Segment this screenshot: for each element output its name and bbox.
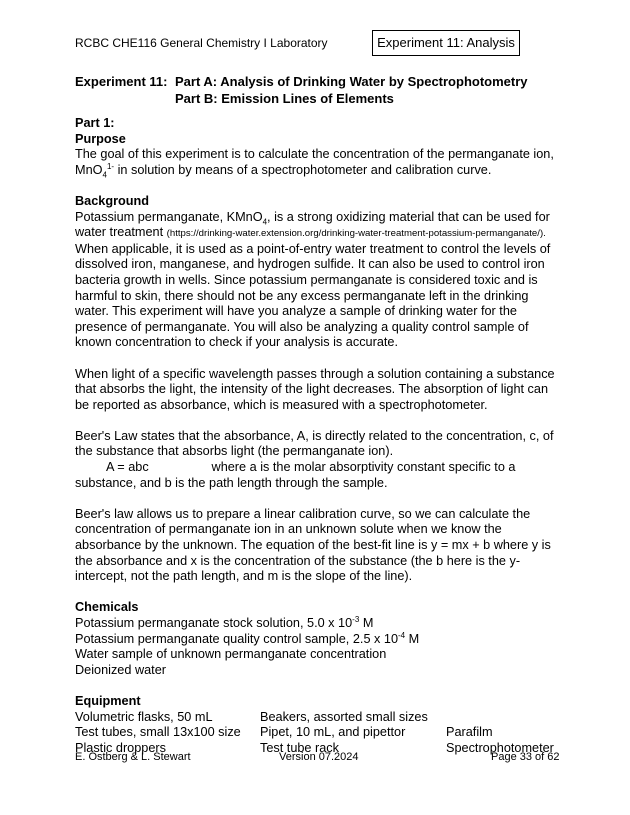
equipment-item: Spectrophotometer bbox=[446, 740, 554, 755]
title-label: Experiment 11: bbox=[75, 74, 168, 89]
background-paragraph-4: Beer's law allows us to prepare a linear calibration curve, so we can calculate the concentration of permanganate ion in an unknown solute when we know the absorbance by the unknown. The equation of the best-fit line is y = mx + b where y is the absorbance and x is the concentration of the substance (the b here is the y-intercept, not the path length, and m is the slope of the line). bbox=[75, 506, 551, 584]
chemicals-heading: Chemicals bbox=[75, 600, 139, 615]
footer-authors: E. Ostberg & L. Stewart bbox=[75, 751, 191, 763]
footer-version: Version 07.2024 bbox=[279, 751, 359, 763]
purpose-heading: Purpose bbox=[75, 131, 126, 146]
purpose-paragraph: The goal of this experiment is to calculate the concentration of the permanganate ion, MnO$_4^{1-}$ in solution by means of a spectrophotometer and calibration curve. bbox=[75, 147, 554, 180]
equipment-item: Pipet, 10 mL, and pipettor bbox=[260, 725, 406, 740]
equipment-item: Test tubes, small 13x100 size bbox=[75, 725, 241, 740]
equipment-item: Volumetric flasks, 50 mL bbox=[75, 709, 213, 724]
chemical-item: Water sample of unknown permanganate concentration bbox=[75, 647, 387, 662]
beers-law-equation: A = abc where a is the molar absorptivity constant specific to a substance, and b is the path length through the sample. bbox=[75, 460, 516, 490]
course-header: RCBC CHE116 General Chemistry I Laboratory bbox=[75, 36, 328, 50]
background-paragraph-3: Beer's Law states that the absorbance, A, is directly related to the concentration, c, of the substance that absorbs light (the permanganate ion). bbox=[75, 428, 554, 459]
document-body bbox=[75, 116, 555, 756]
chemical-item: Potassium permanganate stock solution, 5.0 x $10^{-3}$ M bbox=[75, 614, 374, 630]
equipment-list bbox=[75, 710, 555, 757]
reference-url: (https://drinking-water.extension.org/drinking-water-treatment-potassium-permanganate/). bbox=[166, 228, 546, 240]
footer-page-number: Page 33 of 62 bbox=[491, 751, 560, 763]
equipment-item: Beakers, assorted small sizes bbox=[260, 709, 428, 724]
equipment-heading: Equipment bbox=[75, 693, 141, 708]
equipment-item: Plastic droppers bbox=[75, 740, 166, 755]
title-part-b: Part B: Emission Lines of Elements bbox=[175, 91, 394, 106]
chemical-item: Deionized water bbox=[75, 662, 166, 677]
equipment-item: Test tube rack bbox=[260, 740, 339, 755]
experiment-title bbox=[75, 73, 528, 107]
chemical-item: Potassium permanganate quality control sample, 2.5 x $10^{-4}$ M bbox=[75, 630, 420, 646]
title-part-a: Part A: Analysis of Drinking Water by Spectrophotometry bbox=[175, 74, 528, 89]
experiment-header-box: Experiment 11: Analysis bbox=[372, 30, 520, 56]
equipment-item: Parafilm bbox=[446, 725, 493, 740]
background-paragraph-2: When light of a specific wavelength passes through a solution containing a substance that absorbs the light, the intensity of the light decreases. The absorption of light can be reported as absorbance, which is measured with a spectrophotometer. bbox=[75, 366, 555, 412]
background-paragraph-1: Potassium permanganate, KMnO$_4$, is a strong oxidizing material that can be used for water treatment (https://drinking-water.extension.org/drinking-water-treatment-potassium-permanganate/). When applicable, it is used as a point-of-entry water treatment to control the levels of dissolved iron, manganese, and hydrogen sulfide. It can also be used to control iron bacteria growth in wells. Since potassium permanganate is considered toxic and is harmful to skin, there should not be any excess permanganate left in the drinking water. This experiment will have you analyze a sample of drinking water for the presence of permanganate. You will also be analyzing a quality control sample of known concentration to check if your analysis is accurate. bbox=[75, 209, 551, 350]
background-heading: Background bbox=[75, 193, 150, 208]
equipment-item bbox=[446, 710, 556, 726]
part1-heading: Part 1: bbox=[75, 116, 115, 130]
